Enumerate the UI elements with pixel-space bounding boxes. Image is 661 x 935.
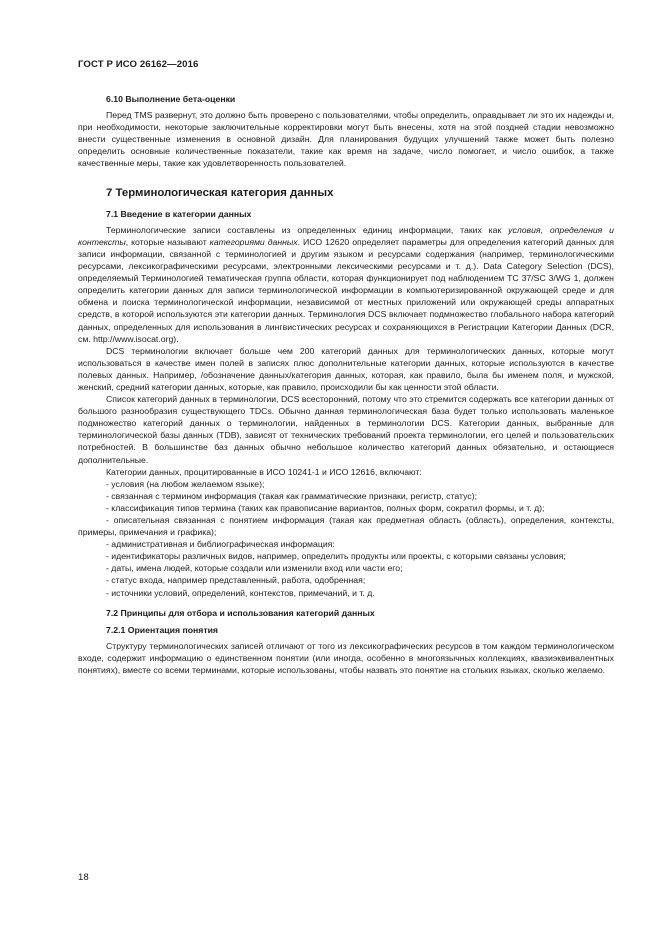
- text-run: , которые называют: [125, 236, 210, 247]
- list-item: - условия (на любом желаемом языке);: [106, 478, 265, 489]
- paragraph: Перед TMS развернут, это должно быть проверено с пользователями, чтобы определить, оправдывает ли это их надежды и, при необходимости, некоторые заключительные корректировки могут быть внесены, хотя на этой поздней стадии невозможно внести существенные изменения в основной дизайн. Для планирования будущих улучшений также может быть полезно определить основные количественные показатели, такие как время на задаче, число помогает, и число ошибок, а также качественные меры, такие как удовлетворенность пользователей.: [78, 110, 614, 169]
- list-item: - административная и библиографическая информация:: [106, 539, 335, 550]
- document-header: ГОСТ Р ИСО 26162—2016: [78, 59, 199, 70]
- text-run: . ИСО 12620 определяет параметры для определения категорий данных для записи информации, связанной с терминологией и другим языком и ресурсами содержания (например, терминологическими ресурсами, лексикографическими ресурсами, электронными лексическими ресурсами и т. д.). Data Category Selection (DCS), определяемый Терминологией тематическая группа области, которая функционирует под наблюдением ТС 37/SC 3/WG 1, должен определить категории данных для записи терминологической информации в компьютеризированной окружающей среде и для обмена и поиска терминологической информации, независимой от местных приложений или окружающей среды аппаратных средств, в которой используются эти категории данных. Терминология DCS включает подмножество глобального набора категорий данных, определенных для использования в лингвистических ресурсах и сохраняющихся в Регистрации Категории Данных (DCR, см. http://www.isocat.org).: [78, 236, 614, 344]
- page-number: 18: [78, 872, 89, 883]
- section-6-10-heading: 6.10 Выполнение бета-оценки: [106, 94, 236, 104]
- list-item: - связанная с термином информация (такая как грамматические признаки, регистр, статус);: [106, 490, 478, 501]
- list-item: - описательная связанная с понятием информация (такая как предметная область (область), определения, контексты, примеры, примечания и графика);: [78, 515, 614, 538]
- list-item: - статус входа, например представленный, работа, одобренная;: [106, 575, 366, 586]
- paragraph: Структуру терминологических записей отличают от того из лексикографических ресурсов в том каждом терминологическом входе, содержит информацию о единственном понятии (или иногда, особенно в многоязычных коллекциях, квазиэквивалентных понятиях), вместе со всеми терминами, которые использованы, чтобы назвать это понятие на стольких языках, сколько желаемо.: [78, 640, 614, 676]
- document-body: [78, 93, 614, 676]
- italic-term: категориями данных: [209, 236, 298, 247]
- list-item: - идентификаторы различных видов, например, определить продукты или проекты, с которыми связаны условия;: [106, 551, 566, 562]
- section-7-2-1-heading: 7.2.1 Ориентация понятия: [106, 624, 219, 635]
- paragraph: Список категорий данных в терминологии, DCS всесторонний, потому что это стремится содержать все категории данных от большого разнообразия существующего TDCs. Обычно данная терминологическая база будет только использовать маленькое подмножество категорий данных о терминологии, найденных в терминологии DCS. Категории данных, выбранные для терминологической базы данных (TDB), зависят от технических требований проекта терминологии, его целей и пользовательских потребностей. В большинстве баз данных обычно небольшое количество категорий данных обязательно, и остающиеся дополнительные.: [78, 394, 614, 465]
- section-7-1-heading: 7.1 Введение в категории данных: [106, 208, 252, 219]
- section-7-heading: 7 Терминологическая категория данных: [106, 186, 334, 199]
- paragraph: [78, 224, 614, 345]
- list-item: - классификация типов термина (таких как правописание вариантов, полных форм, сократил формы, и т. д);: [106, 502, 545, 513]
- section-7-2-heading: 7.2 Принципы для отбора и использования категорий данных: [106, 607, 375, 618]
- list-item: - источники условий, определений, контекстов, примечаний, и т. д.: [106, 587, 375, 598]
- spacer: [78, 599, 614, 607]
- paragraph: Категории данных, процитированные в ИСО 10241-1 и ИСО 12616, включают:: [106, 466, 422, 477]
- paragraph: DCS терминологии включает больше чем 200 категорий данных для терминологических данных, которые могут использоваться в качестве имен полей в записях плюс дополнительные категории данных, которые используются в качестве полевых данных. Например, /обозначение данных/категория данных, которая, как правило, была бы именем поля, и мужской, женский, средний категории данных, которые, как правило, происходили бы как ценности этой области.: [78, 345, 614, 392]
- list-item: - даты, имена людей, которые создали или изменили вход или части его;: [106, 563, 403, 574]
- italic-term: условия, определения и контексты: [78, 224, 614, 247]
- text-run: Терминологические записи составлены из определенных единиц информации, таких как: [106, 224, 509, 235]
